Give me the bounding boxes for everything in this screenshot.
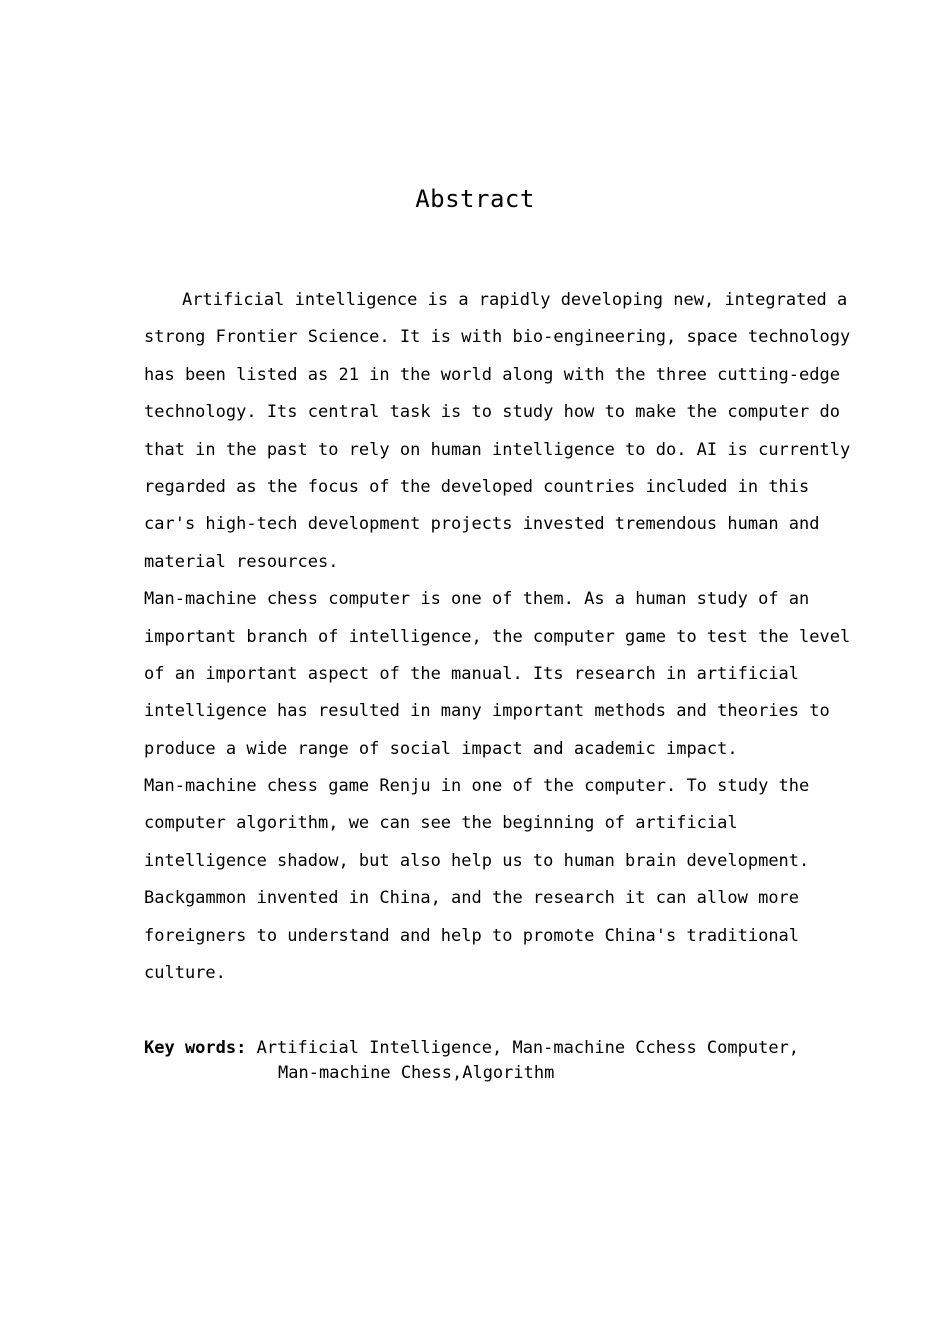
paragraph-line: Backgammon invented in China, and the research it can allow more [144,888,800,909]
keywords-line [144,1036,824,1061]
paragraph-line: produce a wide range of social impact and academic impact. [144,738,738,759]
paragraph-line: of an important aspect of the manual. Its research in artificial [144,663,800,684]
paragraph-line: computer algorithm, we can see the beginning of artificial [144,813,738,834]
keywords-label: Key words: [144,1038,247,1058]
paragraph-line: that in the past to rely on human intelligence to do. AI is currently [144,439,851,460]
abstract-body [144,282,851,992]
paragraph-line: important branch of intelligence, the computer game to test the level [144,626,851,647]
paragraph-line: intelligence has resulted in many important methods and theories to [144,701,830,722]
paragraph-line: strong Frontier Science. It is with bio-engineering, space technology [144,327,851,348]
keywords-section [144,1036,824,1086]
paragraph-line: foreigners to understand and help to promote China's traditional [144,925,800,946]
page-title: Abstract [415,185,535,213]
paragraph-line: Man-machine chess computer is one of them. As a human study of an [144,589,810,610]
paragraph-line: has been listed as 21 in the world along with the three cutting-edge [144,364,840,385]
paragraph-line: technology. Its central task is to study how to make the computer do [144,402,840,423]
paragraph-line: culture. [144,963,226,984]
paragraph-line: material resources. [144,551,339,572]
paragraph-line: intelligence shadow, but also help us to human brain development. [144,850,810,871]
keywords-continuation: Man-machine Chess,Algorithm [278,1063,555,1083]
paragraph-line: car's high-tech development projects invested tremendous human and [144,514,820,535]
paragraph-line: regarded as the focus of the developed countries included in this [144,476,810,497]
paragraph-line: Artificial intelligence is a rapidly developing new, integrated a [182,290,848,310]
paragraph-line: Man-machine chess game Renju in one of the computer. To study the [144,776,810,797]
keywords-values: Artificial Intelligence, Man-machine Cchess Computer, [246,1038,800,1058]
